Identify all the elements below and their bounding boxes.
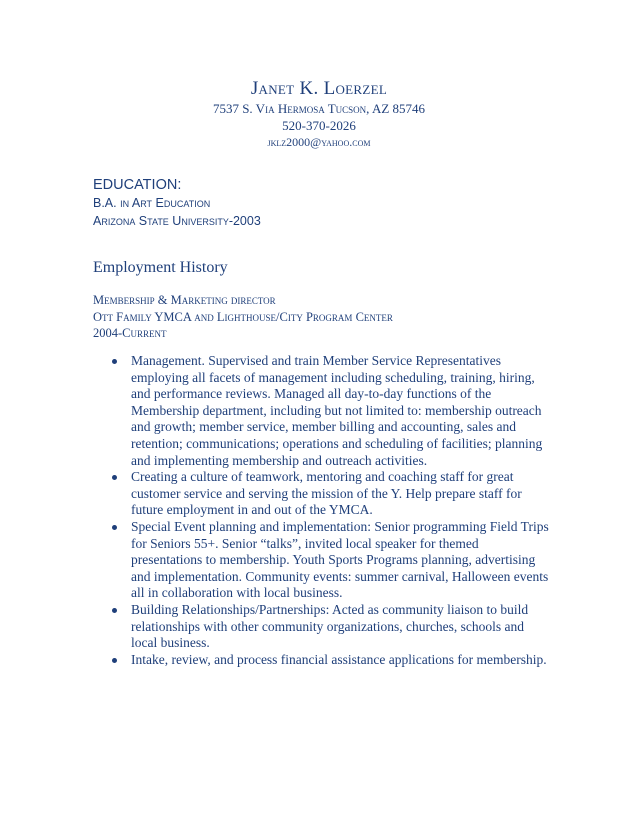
list-item [112,602,552,652]
bullet-icon [112,359,117,364]
applicant-name: Janet K. Loerzel [250,78,388,99]
bullet-icon [112,475,117,480]
education-section [93,177,261,230]
education-heading: EDUCATION: [93,177,182,193]
duty-text: Building Relationships/Partnerships: Acted as community liaison to build relationships with other community organizations, churches, schools and local business. [131,601,529,651]
job-title: Membership & Marketing director [93,293,276,307]
applicant-phone: 520-370-2026 [282,118,356,133]
duty-text: Management. Supervised and train Member Service Representatives employing all facets of management including scheduling, training, hiring, and performance reviews. Managed all day-to-day functions of the Membership department, including but not limited to: membership outreach and growth; member service, member billing and accounting, sales and retention; communications; operations and scheduling of facilities; planning and implementing membership and outreach activities. [131,353,543,468]
education-school: Arizona State University-2003 [93,214,261,228]
resume-header [0,78,638,151]
job-employer: Ott Family YMCA and Lighthouse/City Program Center [93,309,393,324]
job-header [93,292,393,342]
job-dates: 2004-Current [93,326,167,340]
duty-text: Special Event planning and implementation: Senior programming Field Trips for Seniors 55+. Senior “talks”, invited local speaker for themed presentations to membership. Youth Sports Programs planning, advertising and implementation. Community events: summer carnival, Halloween events all in collaboration with local business. [131,518,549,601]
bullet-icon [112,608,117,613]
applicant-email: jklz2000@yahoo.com [267,135,371,149]
list-item [112,519,552,602]
bullet-icon [112,658,117,663]
duty-text: Intake, review, and process financial assistance applications for membership. [131,651,547,667]
list-item [112,353,552,469]
applicant-address: 7537 S. Via Hermosa Tucson, AZ 85746 [212,101,426,116]
education-degree: B.A. in Art Education [93,196,211,210]
job-duties-list [112,353,552,668]
bullet-icon [112,525,117,530]
list-item [112,652,552,669]
list-item [112,469,552,519]
employment-heading: Employment History [93,259,228,276]
duty-text: Creating a culture of teamwork, mentoring and coaching staff for great customer service and serving the mission of the Y. Help prepare staff for future employment in and out of the YMCA. [131,469,522,518]
